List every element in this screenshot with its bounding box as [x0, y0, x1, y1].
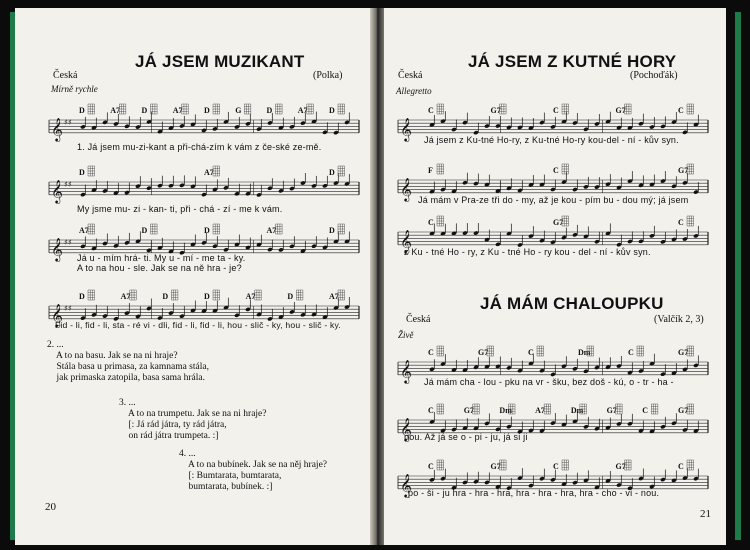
lyric-line: Fid - li, fid - li, sta - ré vi - dli, fid - li, fid - li, hou - slič - ky, hou - slič - ky.	[55, 320, 341, 330]
chord-diagram-icon	[437, 216, 444, 226]
lyric-line: 1. Já jsem mu-zi-kant a při-chá-zím k vám z če-ské ze-mě.	[77, 142, 322, 152]
chord-symbol: D	[329, 168, 335, 177]
chord-diagram-icon	[537, 346, 544, 356]
chord-diagram-icon	[562, 104, 569, 114]
chord-diagram-icon	[88, 290, 95, 300]
chord-diagram-icon	[171, 290, 178, 300]
chord-symbol: C	[642, 406, 649, 415]
chord-symbol: C	[678, 218, 684, 227]
chord-diagram-icon	[637, 346, 644, 356]
chord-symbol: A7	[266, 226, 277, 235]
chord-symbol: G7	[490, 462, 501, 471]
chord-diagram-icon	[213, 166, 220, 176]
song-title: JÁ JSEM Z KUTNÉ HORY	[468, 52, 677, 71]
chord-symbol: C	[678, 106, 684, 115]
chord-symbol: C	[428, 348, 434, 357]
treble-clef-icon: 𝄞	[400, 116, 412, 141]
page-number: 21	[700, 508, 711, 520]
chord-symbol: D	[79, 168, 85, 177]
chord-symbol: D	[204, 292, 210, 301]
lyric-line: Já mám v Pra-ze tři do - my, až je kou - pím bu - dou mý; já jsem	[418, 195, 689, 205]
chord-symbol: G7	[463, 406, 474, 415]
chord-symbol: D	[204, 226, 210, 235]
chord-symbol: D	[162, 292, 169, 301]
chord-symbol: G7	[678, 166, 689, 175]
lyric-line: A to na hou - sle. Jak se na ně hra - je?	[77, 263, 242, 273]
chord-symbol: C	[553, 462, 559, 471]
treble-clef-icon: 𝄞	[400, 358, 412, 383]
book-gutter	[370, 8, 384, 545]
chord-symbol: D	[204, 106, 210, 115]
chord-diagram-icon	[276, 224, 283, 234]
chord-symbol: A7	[120, 292, 131, 301]
chord-symbol: C	[553, 166, 559, 175]
chord-symbol: D	[79, 106, 85, 115]
verse-4: 4. ... A to na bubínek. Jak se na něj hraje? [: Bumtarata, bumtarata, bumtarata, bubínek. :]	[179, 449, 328, 492]
chord-symbol: A7	[297, 106, 308, 115]
chord-diagram-icon	[687, 104, 694, 114]
chord-diagram-icon	[244, 104, 251, 114]
chord-symbol: D	[79, 292, 85, 301]
chord-symbol: C	[428, 462, 434, 471]
chord-symbol: A7	[79, 226, 89, 235]
chord-diagram-icon	[437, 346, 444, 356]
chord-diagram-icon	[307, 104, 314, 114]
chord-symbol: D	[266, 106, 273, 115]
treble-clef-icon: 𝄞	[51, 178, 63, 203]
chord-symbol: C	[428, 106, 434, 115]
lyric-line: My jsme mu- zi - kan- ti, při - chá - zí - me k vám.	[77, 204, 283, 214]
treble-clef-icon: 𝄞	[51, 116, 63, 141]
chord-diagram-icon	[437, 460, 444, 470]
chord-symbol: F	[428, 166, 433, 175]
chord-diagram-icon	[213, 224, 220, 234]
chord-diagram-icon	[276, 104, 283, 114]
page-number: 20	[45, 501, 56, 513]
chord-symbol: A7	[172, 106, 183, 115]
chord-symbol: A7	[245, 292, 256, 301]
lyric-line: Já mám cha - lou - pku na vr - šku, bez doš - kú, o - tr - ha -	[424, 377, 674, 387]
chord-symbol: D	[141, 226, 148, 235]
chord-symbol: Dm	[570, 406, 584, 415]
chord-symbol: A7	[535, 406, 545, 415]
key-signature-icon: ♯♯	[64, 238, 72, 247]
chord-diagram-icon	[544, 404, 551, 414]
chord-diagram-icon	[88, 224, 95, 234]
treble-clef-icon: 𝄞	[400, 416, 412, 441]
chord-symbol: G7	[553, 218, 564, 227]
song-title: JÁ MÁM CHALOUPKU	[480, 294, 664, 313]
chord-diagram-icon	[213, 104, 220, 114]
chord-symbol: D	[141, 106, 148, 115]
treble-clef-icon: 𝄞	[400, 176, 412, 201]
chord-diagram-icon	[130, 290, 137, 300]
chord-diagram-icon	[437, 104, 444, 114]
song-origin: Česká	[53, 70, 78, 81]
key-signature-icon: ♯♯	[64, 118, 72, 127]
music-staff	[49, 166, 359, 206]
chord-symbol: C	[678, 462, 684, 471]
chord-diagram-icon	[651, 404, 658, 414]
chord-symbol: D	[287, 292, 294, 301]
chord-symbol: Dm	[499, 406, 512, 415]
chord-diagram-icon	[296, 290, 303, 300]
chord-symbol: C	[553, 106, 559, 115]
song-origin: Česká	[406, 314, 431, 325]
lyric-line: po - ši - ju hra - hra - hra, hra - hra - hra, hra - cho - vi - nou.	[408, 488, 660, 498]
tempo-marking: Allegretto	[396, 86, 432, 96]
song-style: (Polka)	[313, 70, 343, 81]
chord-diagram-icon	[338, 290, 345, 300]
tempo-marking: Živě	[398, 330, 414, 340]
lyric-line: Já u - mím hrá- ti. My u - mí - me ta - ky.	[77, 253, 246, 263]
key-signature-icon: ♯♯	[64, 180, 72, 189]
chord-symbol: G7	[615, 106, 626, 115]
chord-diagram-icon	[437, 404, 444, 414]
lyric-line: z Ku - tné Ho - ry, z Ku - tné Ho - ry kou - del - ní - kův syn.	[404, 247, 651, 257]
verse-2: 2. ... A to na basu. Jak se na ni hraje? Stála basa u primasa, za kamnama stála, jak primaska zatopila, basa sama hrála.	[47, 340, 209, 383]
chord-diagram-icon	[151, 224, 158, 234]
chord-symbol: D	[329, 226, 335, 235]
treble-clef-icon: 𝄞	[400, 472, 412, 497]
treble-clef-icon: 𝄞	[51, 236, 63, 261]
chord-diagram-icon	[255, 290, 262, 300]
chord-symbol: Dm	[578, 348, 591, 357]
chord-symbol: G	[235, 106, 242, 115]
chord-symbol: G7	[606, 406, 617, 415]
chord-diagram-icon	[182, 104, 189, 114]
chord-symbol: G7	[478, 348, 489, 357]
lyric-line: nou. Až já se o - pi - ju, já si ji	[404, 432, 528, 442]
key-signature-icon: ♯♯	[64, 304, 72, 313]
chord-symbol: C	[628, 348, 634, 357]
chord-diagram-icon	[562, 460, 569, 470]
chord-symbol: A7	[329, 292, 339, 301]
chord-diagram-icon	[338, 104, 345, 114]
chord-diagram-icon	[687, 216, 694, 226]
chord-diagram-icon	[437, 164, 444, 174]
chord-symbol: C	[528, 348, 534, 357]
chord-diagram-icon	[119, 104, 126, 114]
tempo-marking: Mírně rychle	[51, 84, 98, 94]
song-style: (Valčík 2, 3)	[654, 314, 704, 325]
chord-diagram-icon	[338, 224, 345, 234]
chord-diagram-icon	[213, 290, 220, 300]
chord-symbol: D	[329, 106, 335, 115]
chord-symbol: G7	[678, 406, 689, 415]
chord-symbol: G7	[615, 462, 626, 471]
chord-symbol: A7	[110, 106, 121, 115]
song-title: JÁ JSEM MUZIKANT	[135, 52, 305, 71]
chord-diagram-icon	[562, 164, 569, 174]
treble-clef-icon: 𝄞	[51, 302, 63, 327]
lyric-line: Já jsem z Ku-tné Ho-ry, z Ku-tné Ho-ry kou-del - ní - kův syn.	[424, 135, 679, 145]
verse-3: 3. ... A to na trumpetu. Jak se na ni hraje? [: Já rád játra, ty rád játra, on rád játra trumpeta. :]	[119, 398, 267, 441]
song-origin: Česká	[398, 70, 423, 81]
right-page	[384, 8, 726, 545]
chord-symbol: C	[428, 218, 434, 227]
chord-symbol: C	[428, 406, 434, 415]
song-style: (Pochoďák)	[630, 70, 678, 81]
chord-symbol: A7	[204, 168, 214, 177]
cover-edge-right	[735, 12, 741, 540]
music-staff	[49, 104, 359, 144]
chord-diagram-icon	[88, 166, 95, 176]
left-page	[15, 8, 370, 545]
chord-diagram-icon	[88, 104, 95, 114]
chord-symbol: G7	[490, 106, 501, 115]
treble-clef-icon: 𝄞	[400, 228, 412, 253]
chord-symbol: G7	[678, 348, 689, 357]
chord-diagram-icon	[338, 166, 345, 176]
chord-diagram-icon	[687, 460, 694, 470]
